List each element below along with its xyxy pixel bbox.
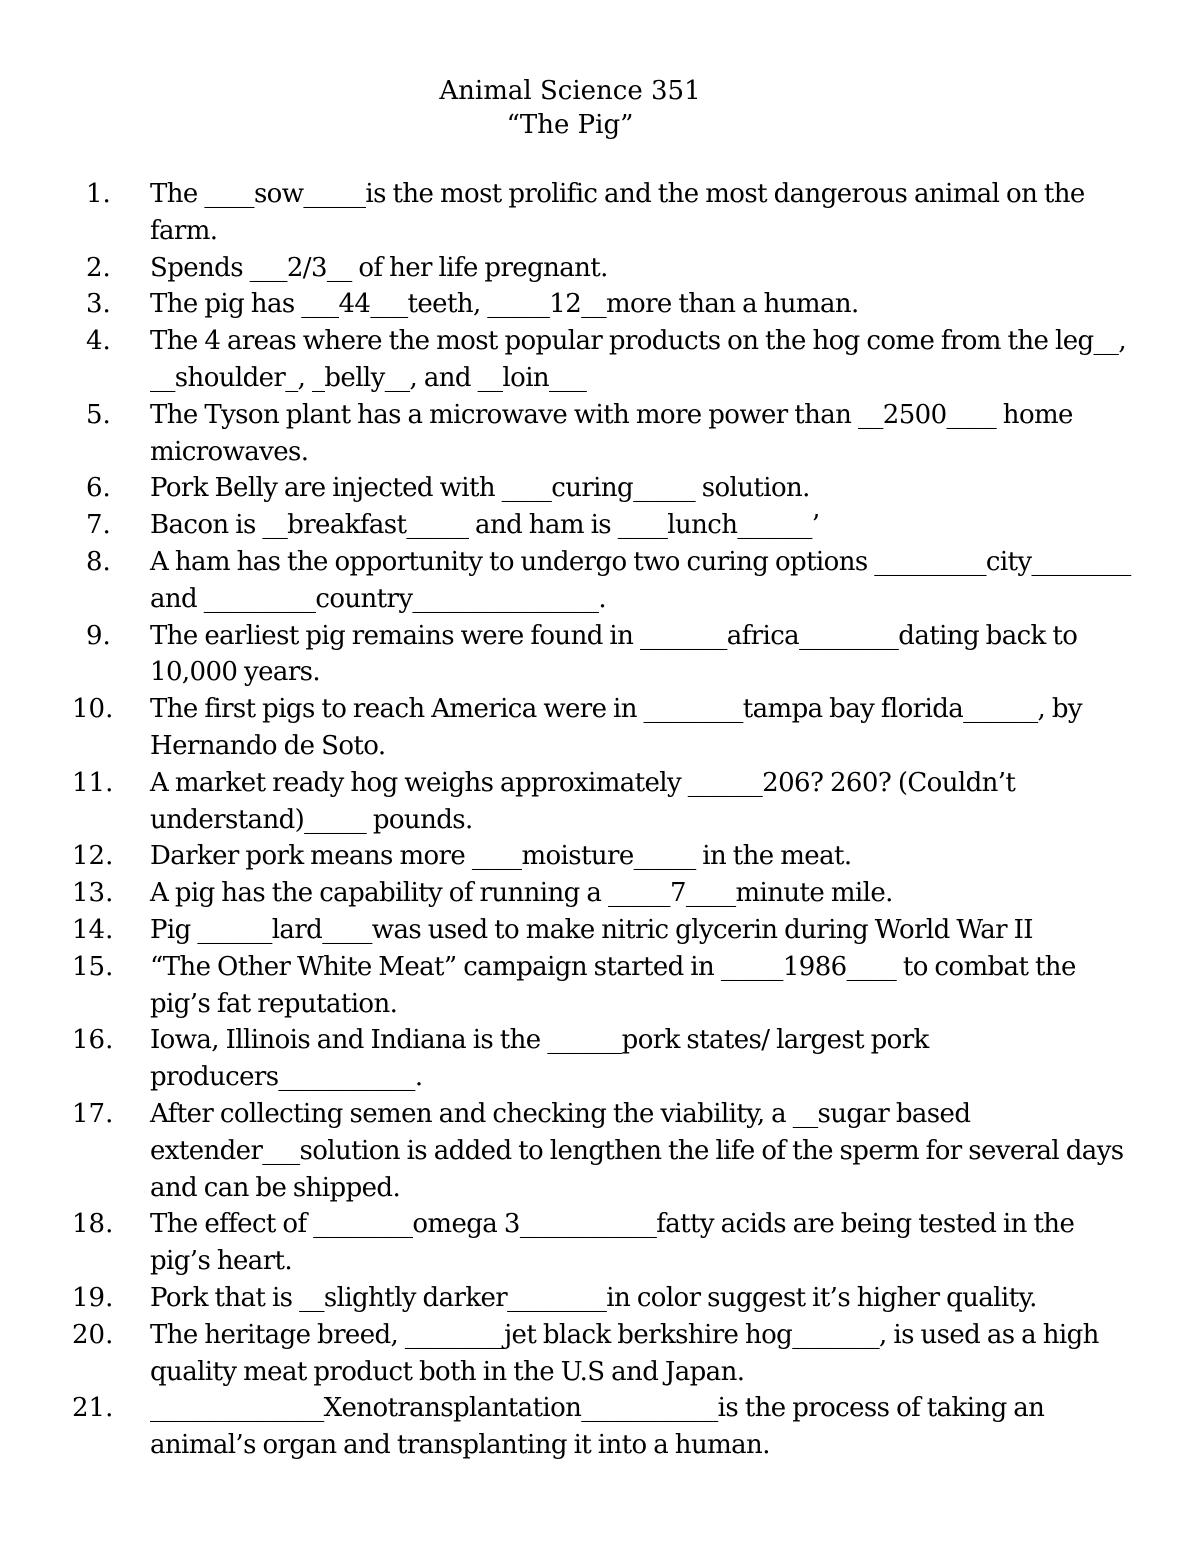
question-item [0,838,1140,875]
question-number: 14. [72,914,114,945]
question-item [0,1096,1140,1206]
question-text: Pig ______lard____was used to make nitric glycerin during World War II [150,914,1033,945]
question-text: A ham has the opportunity to undergo two curing options _________city________ and _________country_______________. [150,546,1131,614]
question-item [0,1317,1140,1391]
question-text: The Tyson plant has a microwave with more power than __2500____ home microwaves. [150,399,1073,467]
question-number: 20. [72,1319,114,1350]
question-text: The 4 areas where the most popular products on the hog come from the leg__, __shoulder_, _belly__, and __loin___ [150,326,1126,393]
question-number: 9. [86,620,111,651]
document-header [0,74,1140,142]
question-number: 13. [72,878,114,909]
question-text: The heritage breed, ________jet black berkshire hog_______, is used as a high quality meat product both in the U.S and Japan. [150,1319,1099,1387]
question-text: Spends ___2/3__ of her life pregnant. [150,252,608,283]
question-number: 2. [86,252,111,283]
question-text: The ____sow_____is the most prolific and the most dangerous animal on the farm. [150,179,1085,246]
question-item [0,323,1140,397]
question-number: 11. [72,767,114,798]
question-item [0,176,1140,250]
question-list [0,176,1140,1464]
question-number: 5. [86,399,111,430]
question-item [0,1206,1140,1280]
question-text: Darker pork means more ____moisture_____ in the meat. [150,841,852,872]
question-item [0,912,1140,949]
question-item [0,949,1140,1023]
question-text: Iowa, Illinois and Indiana is the ______pork states/ largest pork producers___________. [150,1025,929,1093]
question-text: The pig has ___44___teeth, _____12__more than a human. [150,289,859,320]
question-item [0,507,1140,544]
worksheet-title: “The Pig” [506,110,634,140]
question-text: Pork that is __slightly darker________in color suggest it’s higher quality. [150,1282,1037,1313]
question-text: The first pigs to reach America were in ________tampa bay florida______, by Hernando de Soto. [150,694,1083,761]
question-number: 16. [72,1025,114,1056]
question-number: 10. [72,694,114,725]
question-item [0,470,1140,507]
question-text: A market ready hog weighs approximately ______206? 260? (Couldn’t understand)_____ pounds. [150,767,1016,835]
question-item [0,397,1140,471]
question-number: 1. [86,179,111,209]
question-number: 7. [86,510,111,541]
course-title: Animal Science 351 [439,76,701,106]
question-text: After collecting semen and checking the viability, a __sugar based extender___solution is added to lengthen the life of the sperm for several days and can be shipped. [150,1098,1124,1203]
question-text: “The Other White Meat” campaign started in _____1986____ to combat the pig’s fat reputation. [150,951,1076,1019]
question-number: 8. [86,546,111,577]
question-number: 15. [72,951,114,982]
question-number: 17. [72,1098,114,1129]
question-item [0,765,1140,839]
question-item [0,618,1140,692]
question-item [0,1280,1140,1317]
question-text: The earliest pig remains were found in _______africa________dating back to 10,000 years. [150,620,1078,688]
question-item [0,875,1140,912]
question-number: 18. [72,1209,114,1240]
question-text: Pork Belly are injected with ____curing_____ solution. [150,473,810,504]
question-text: The effect of ________omega 3___________fatty acids are being tested in the pig’s heart. [150,1209,1075,1277]
question-number: 12. [72,841,114,872]
question-number: 19. [72,1282,114,1313]
question-text: A pig has the capability of running a _____7____minute mile. [150,878,893,909]
question-item [0,250,1140,287]
question-item [0,286,1140,323]
question-number: 21. [72,1393,114,1424]
question-item [0,691,1140,765]
question-item [0,1390,1140,1464]
question-number: 6. [86,473,111,504]
question-text: Bacon is __breakfast_____ and ham is ____lunch______’ [150,510,820,541]
question-number: 3. [86,289,111,320]
question-number: 4. [86,326,111,357]
question-item [0,1022,1140,1096]
question-item [0,544,1140,618]
question-text: ______________Xenotransplantation___________is the process of taking an animal’s organ and transplanting it into a human. [150,1393,1045,1461]
